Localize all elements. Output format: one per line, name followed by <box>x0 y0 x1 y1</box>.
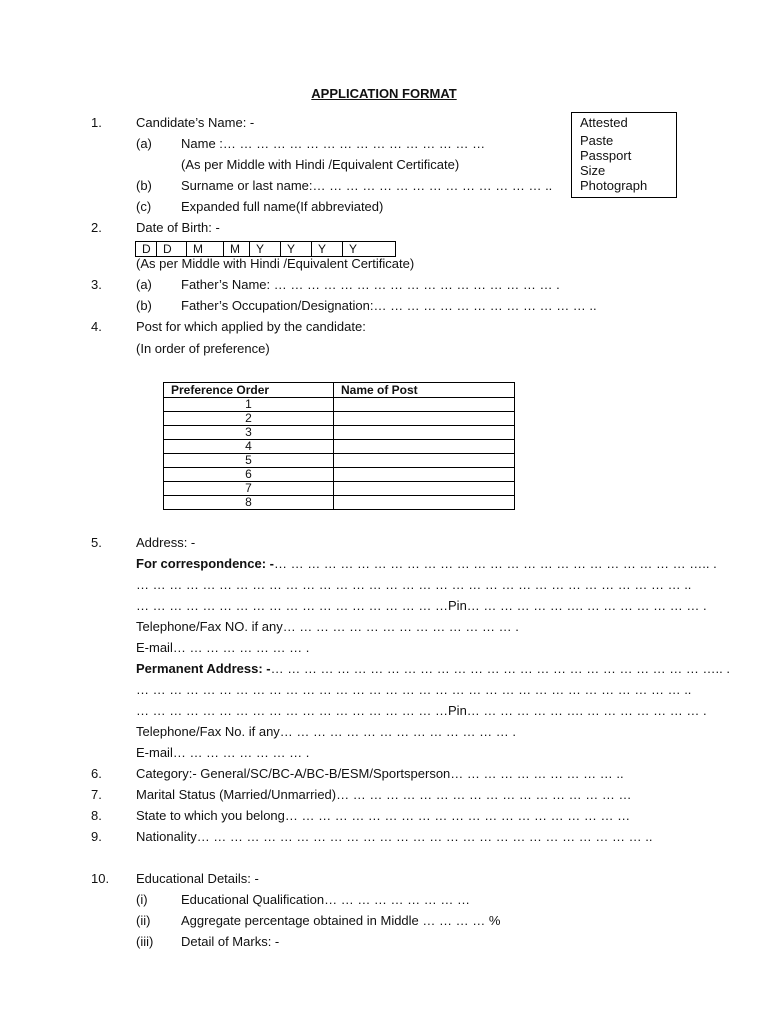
post-label: Post for which applied by the candidate: <box>136 319 366 334</box>
dotted-line: … … … … … … … … … … … … … … … … … … … … … … … … … … ….. . <box>270 661 730 676</box>
sub-label: (i) <box>136 892 148 907</box>
preference-table <box>163 382 515 510</box>
table-header: Name of Post <box>334 383 515 398</box>
dob-cell[interactable]: D <box>157 242 187 256</box>
preference-order-cell: 4 <box>164 440 334 454</box>
expanded-name-field[interactable]: Expanded full name(If abbreviated) <box>181 199 384 214</box>
sub-label: (c) <box>136 199 152 214</box>
post-name-cell[interactable] <box>334 496 515 510</box>
post-name-cell[interactable] <box>334 468 515 482</box>
name-note: (As per Middle with Hindi /Equivalent Certificate) <box>181 157 460 172</box>
correspondence-email-field[interactable]: E-mail… … … … … … … … . <box>136 640 310 655</box>
post-name-cell[interactable] <box>334 454 515 468</box>
photo-box-line: Paste <box>580 133 614 148</box>
post-name-cell[interactable] <box>334 412 515 426</box>
preference-order-cell: 7 <box>164 482 334 496</box>
father-name-field[interactable]: Father’s Name: … … … … … … … … … … … … … … … … … . <box>181 277 560 292</box>
dob-note: (As per Middle with Hindi /Equivalent Certificate) <box>136 256 415 271</box>
photo-box-line: Passport <box>580 148 632 163</box>
post-name-cell[interactable] <box>334 398 515 412</box>
correspondence-telephone-field[interactable]: Telephone/Fax NO. if any… … … … … … … … … … … … … … . <box>136 619 519 634</box>
photo-box-line: Size <box>580 163 606 178</box>
detail-of-marks-label: Detail of Marks: - <box>181 934 280 949</box>
dob-cell[interactable]: M <box>224 242 250 256</box>
sub-label: (a) <box>136 136 152 151</box>
table-header: Preference Order <box>164 383 334 398</box>
item-number: 9. <box>91 829 102 844</box>
item-number: 7. <box>91 787 102 802</box>
preference-order-cell: 5 <box>164 454 334 468</box>
item-number: 6. <box>91 766 102 781</box>
correspondence-line-2[interactable]: … … … … … … … … … … … … … … … … … … … … … … … … … … … … … … … … … .. <box>136 577 692 592</box>
post-note: (In order of preference) <box>136 341 270 356</box>
dob-cell[interactable]: D <box>136 242 157 256</box>
preference-order-cell: 3 <box>164 426 334 440</box>
table-row <box>164 482 515 496</box>
correspondence-address-field[interactable] <box>136 556 717 571</box>
table-row <box>164 440 515 454</box>
item-number: 5. <box>91 535 102 550</box>
candidate-name-label: Candidate’s Name: - <box>136 115 255 130</box>
father-occupation-field[interactable]: Father’s Occupation/Designation:… … … … … … … … … … … … … .. <box>181 298 597 313</box>
sub-label: (ii) <box>136 913 151 928</box>
table-row <box>164 468 515 482</box>
category-field[interactable]: Category:- General/SC/BC-A/BC-B/ESM/Sportsperson… … … … … … … … … … .. <box>136 766 624 781</box>
permanent-line-3[interactable]: … … … … … … … … … … … … … … … … … … …Pin… … … … … … …. … … … … … … … . <box>136 703 707 718</box>
table-header-row <box>164 383 515 398</box>
dotted-line: … … … … … … … … … … … … … … … … … … … … … … … … … ….. . <box>273 556 717 571</box>
item-number: 10. <box>91 871 110 886</box>
table-row <box>164 426 515 440</box>
table-row <box>164 496 515 510</box>
post-name-cell[interactable] <box>334 426 515 440</box>
preference-order-cell: 2 <box>164 412 334 426</box>
permanent-address-label: Permanent Address: - <box>136 661 271 676</box>
permanent-email-field[interactable]: E-mail… … … … … … … … . <box>136 745 310 760</box>
dob-boxes[interactable] <box>135 241 396 257</box>
photo-box <box>571 112 677 198</box>
aggregate-percentage-field[interactable]: Aggregate percentage obtained in Middle … … … … % <box>181 913 501 928</box>
name-field[interactable]: Name :… … … … … … … … … … … … … … … … <box>181 136 486 151</box>
dob-cell[interactable]: Y <box>250 242 281 256</box>
educational-qualification-field[interactable]: Educational Qualification… … … … … … … … … <box>181 892 470 907</box>
correspondence-line-3[interactable]: … … … … … … … … … … … … … … … … … … …Pin… … … … … … …. … … … … … … … . <box>136 598 707 613</box>
sub-label: (iii) <box>136 934 154 949</box>
item-number: 3. <box>91 277 102 292</box>
educational-details-label: Educational Details: - <box>136 871 259 886</box>
nationality-field[interactable]: Nationality… … … … … … … … … … … … … … … … … … … … … … … … … … … .. <box>136 829 653 844</box>
marital-status-field[interactable]: Marital Status (Married/Unmarried)… … … … … … … … … … … … … … … … … … <box>136 787 632 802</box>
permanent-line-2[interactable]: … … … … … … … … … … … … … … … … … … … … … … … … … … … … … … … … … .. <box>136 682 692 697</box>
preference-order-cell: 8 <box>164 496 334 510</box>
dob-label: Date of Birth: - <box>136 220 220 235</box>
table-row <box>164 454 515 468</box>
photo-box-line: Photograph <box>580 178 648 193</box>
sub-label: (a) <box>136 277 152 292</box>
page-title: APPLICATION FORMAT <box>311 86 457 101</box>
sub-label: (b) <box>136 178 152 193</box>
item-number: 4. <box>91 319 102 334</box>
photo-box-line: Attested <box>580 115 628 130</box>
preference-order-cell: 1 <box>164 398 334 412</box>
table-row <box>164 412 515 426</box>
post-name-cell[interactable] <box>334 440 515 454</box>
permanent-address-field[interactable] <box>136 661 730 676</box>
surname-field[interactable]: Surname or last name:… … … … … … … … … … … … … … .. <box>181 178 553 193</box>
correspondence-label: For correspondence: - <box>136 556 274 571</box>
dob-cell[interactable]: M <box>187 242 224 256</box>
dob-cell[interactable]: Y <box>281 242 312 256</box>
state-field[interactable]: State to which you belong… … … … … … … … … … … … … … … … … … … … … <box>136 808 631 823</box>
table-row <box>164 398 515 412</box>
item-number: 2. <box>91 220 102 235</box>
dob-cell[interactable]: Y <box>349 242 358 256</box>
item-number: 1. <box>91 115 102 130</box>
item-number: 8. <box>91 808 102 823</box>
address-label: Address: - <box>136 535 196 550</box>
dob-cell[interactable]: Y <box>312 242 343 256</box>
sub-label: (b) <box>136 298 152 313</box>
post-name-cell[interactable] <box>334 482 515 496</box>
permanent-telephone-field[interactable]: Telephone/Fax No. if any… … … … … … … … … … … … … … . <box>136 724 516 739</box>
preference-order-cell: 6 <box>164 468 334 482</box>
